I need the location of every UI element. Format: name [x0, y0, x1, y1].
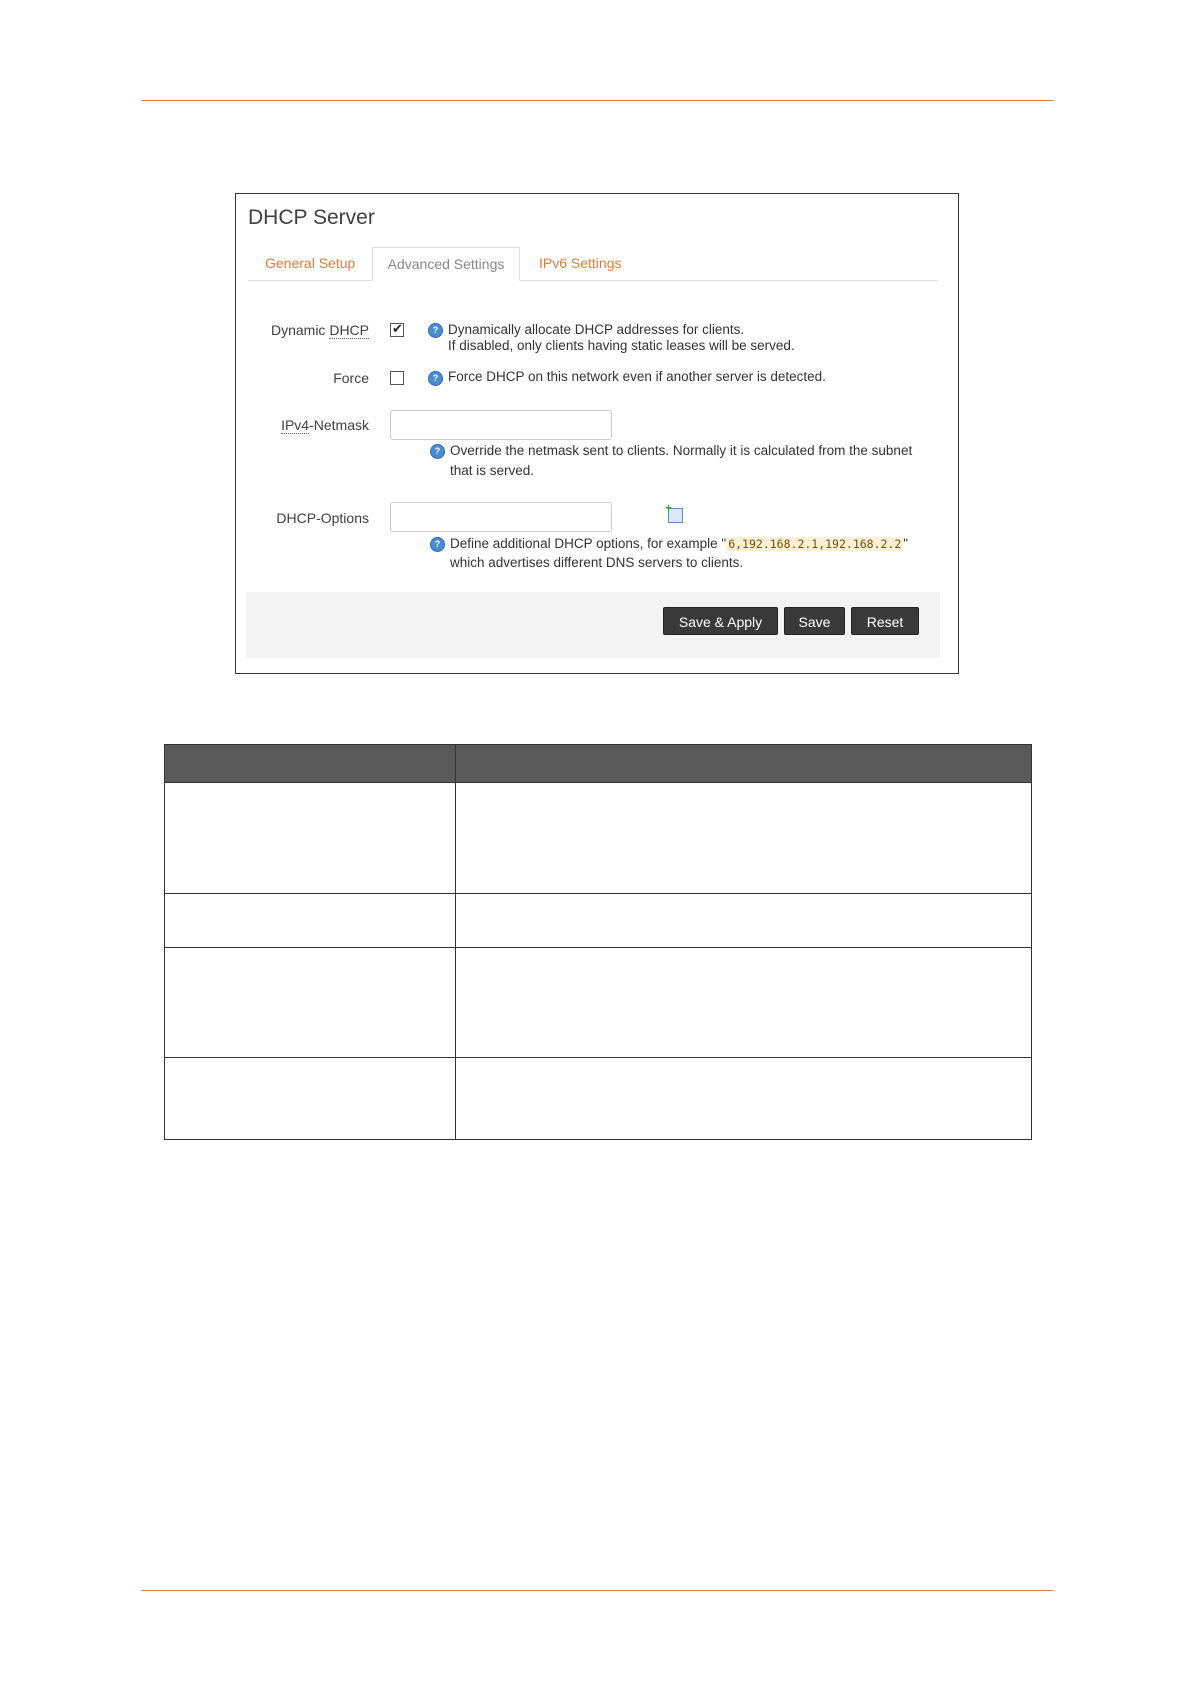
table-header-row — [165, 745, 1032, 783]
tab-ipv6-settings[interactable]: IPv6 Settings — [539, 255, 622, 271]
table-cell — [456, 1058, 1032, 1140]
force-checkbox[interactable] — [390, 371, 404, 385]
header-rule — [141, 100, 1053, 101]
table-cell — [165, 783, 456, 894]
add-field-icon[interactable] — [665, 501, 683, 523]
ipv4-netmask-input[interactable] — [390, 410, 612, 440]
table-cell — [456, 948, 1032, 1058]
dhcp-options-input[interactable] — [390, 502, 612, 532]
checkmark-icon: ✔ — [392, 321, 403, 336]
force-description: Force DHCP on this network even if another server is detected. — [448, 369, 826, 384]
dhcp-options-label: DHCP-Options — [276, 510, 369, 526]
table-row — [165, 948, 1032, 1058]
table-header-cell — [456, 745, 1032, 783]
parameter-table — [164, 744, 1032, 1140]
table-row — [165, 783, 1032, 894]
ipv4-netmask-label — [236, 417, 369, 433]
info-icon: ? — [428, 323, 443, 338]
tab-bar — [248, 247, 938, 281]
dhcp-options-description-suffix: " — [903, 536, 909, 551]
tab-advanced-settings[interactable]: Advanced Settings — [372, 247, 520, 281]
dhcp-options-description — [450, 536, 908, 571]
info-icon: ? — [430, 444, 445, 459]
dhcp-abbr: DHCP — [329, 322, 369, 338]
dhcp-server-screenshot — [235, 193, 959, 674]
save-button[interactable]: Save — [784, 607, 845, 635]
dhcp-options-description-line2: which advertises different DNS servers to clients. — [450, 555, 744, 570]
table-header-cell — [165, 745, 456, 783]
ipv4-abbr: IPv4 — [281, 417, 310, 433]
page-title: DHCP Server — [248, 206, 375, 229]
action-bar — [246, 592, 940, 658]
table-row — [165, 1058, 1032, 1140]
table-cell — [456, 894, 1032, 948]
info-icon: ? — [428, 371, 443, 386]
table-cell — [456, 783, 1032, 894]
dhcp-options-example-code: 6,192.168.2.1,192.168.2.2 — [728, 537, 902, 551]
tab-general-setup[interactable]: General Setup — [265, 255, 356, 271]
dynamic-dhcp-description — [448, 322, 795, 354]
table-row — [165, 894, 1032, 948]
ipv4-netmask-description-line2: that is served. — [450, 463, 535, 478]
info-icon: ? — [430, 537, 445, 552]
dynamic-dhcp-label — [236, 322, 369, 338]
dhcp-options-description-prefix: Define additional DHCP options, for example " — [450, 536, 727, 551]
dynamic-dhcp-checkbox[interactable] — [390, 323, 404, 337]
dhcp-options-description-line1 — [450, 536, 908, 552]
ipv4-netmask-description-line1: Override the netmask sent to clients. Normally it is calculated from the subnet — [450, 443, 913, 458]
table-cell — [165, 948, 456, 1058]
ipv4-netmask-label-suffix: -Netmask — [309, 417, 369, 433]
dynamic-dhcp-label-prefix: Dynamic — [270, 322, 330, 338]
plus-icon: + — [665, 501, 673, 515]
table-cell — [165, 1058, 456, 1140]
ipv4-netmask-description — [450, 443, 912, 479]
dynamic-dhcp-description-line1: Dynamically allocate DHCP addresses for clients. — [448, 322, 745, 337]
reset-button[interactable]: Reset — [851, 607, 919, 635]
footer-rule — [141, 1590, 1053, 1591]
table-cell — [165, 894, 456, 948]
save-apply-button[interactable]: Save & Apply — [663, 607, 778, 635]
dynamic-dhcp-description-line2: If disabled, only clients having static leases will be served. — [448, 338, 795, 353]
force-label: Force — [333, 370, 369, 386]
